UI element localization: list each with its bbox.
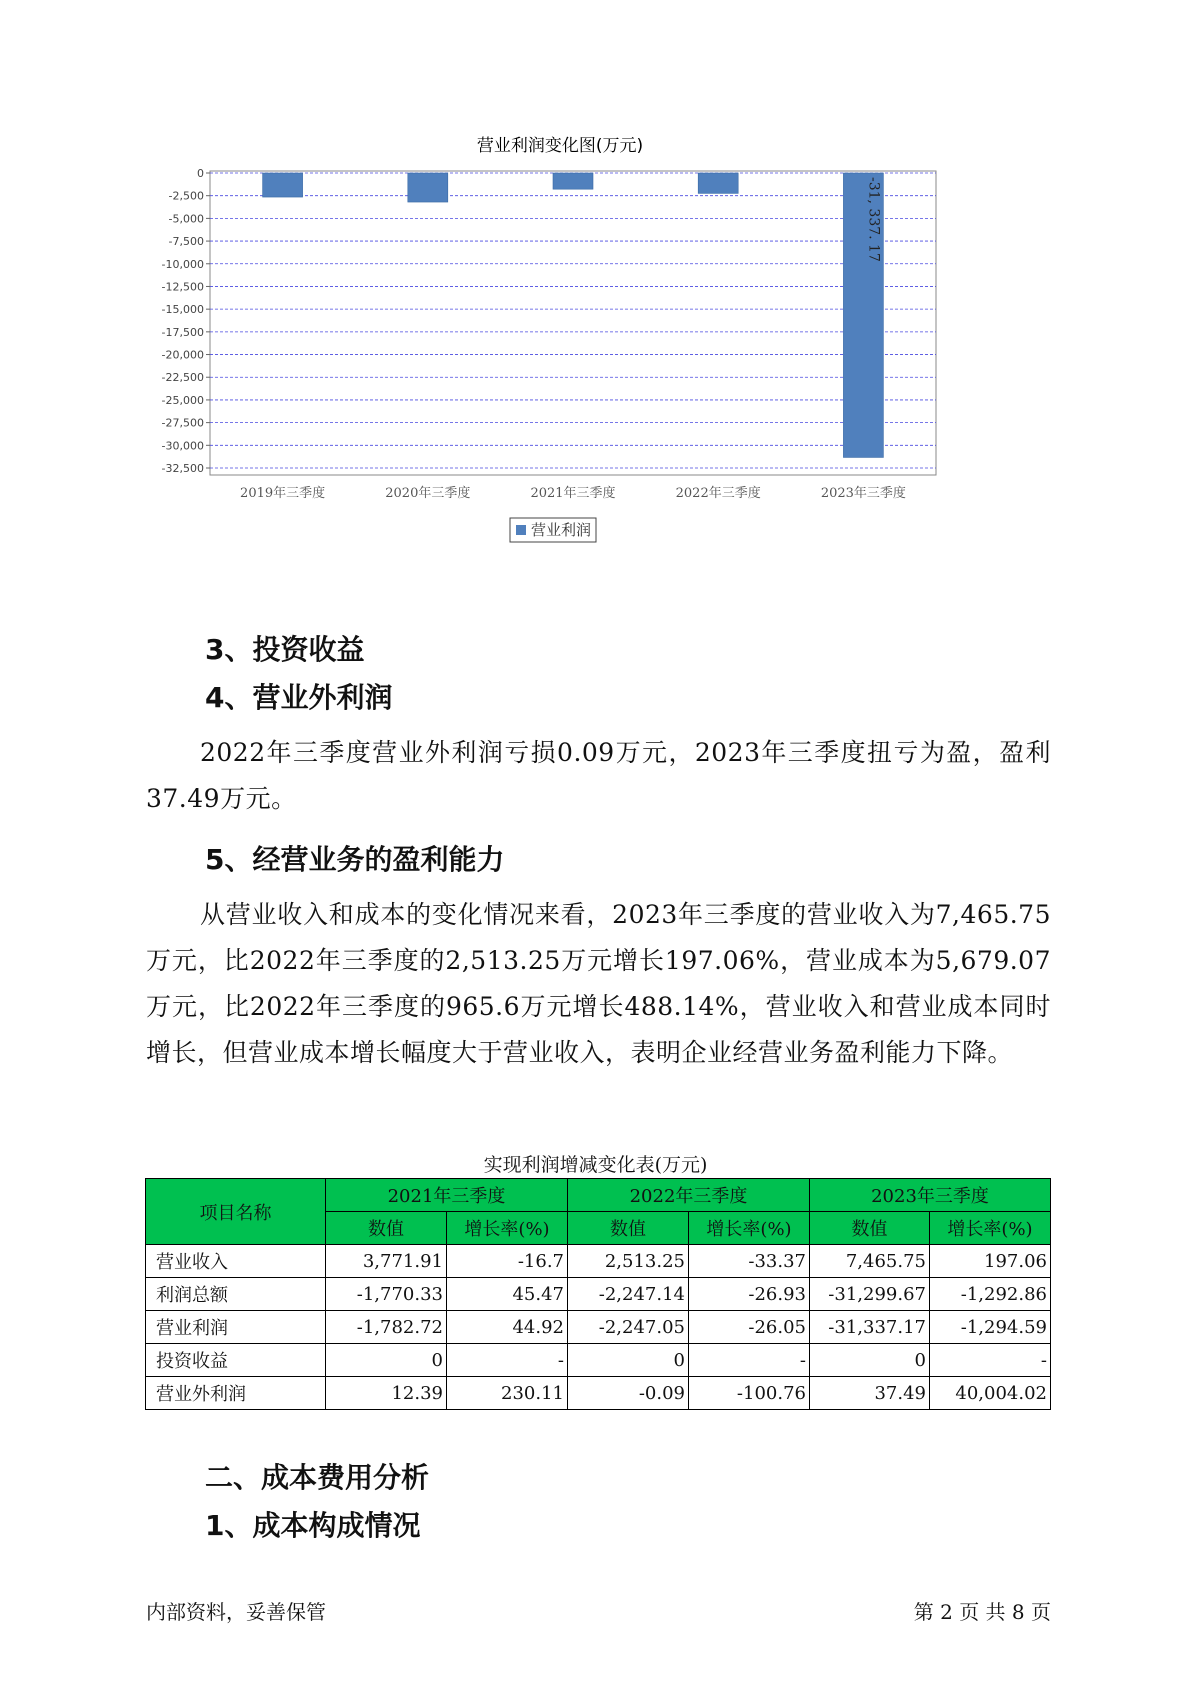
row-label: 利润总额 bbox=[146, 1278, 326, 1311]
table-cell: 0 bbox=[810, 1344, 930, 1377]
header-value: 数值 bbox=[568, 1212, 689, 1245]
paragraph-profitability: 从营业收入和成本的变化情况来看，2023年三季度的营业收入为7,465.75万元，比2022年三季度的2,513.25万元增长197.06%，营业成本为5,679.07万元，比2022年三季度的965.6万元增长488.14%，营业收入和营业成本同时增长，但营业成本增长幅度大于营业收入，表明企业经营业务盈利能力下降。 bbox=[146, 900, 1051, 1067]
y-tick-label: -12,500 bbox=[161, 280, 204, 294]
table-cell: -33.37 bbox=[689, 1245, 810, 1278]
bar bbox=[263, 173, 303, 197]
y-tick-label: -17,500 bbox=[161, 325, 204, 339]
y-tick-label: -10,000 bbox=[161, 257, 204, 271]
y-tick-label: -27,500 bbox=[161, 416, 204, 430]
table-cell: -100.76 bbox=[689, 1377, 810, 1410]
paragraph-non-operating-profit: 2022年三季度营业外利润亏损0.09万元，2023年三季度扭亏为盈，盈利37.49万元。 bbox=[146, 738, 1051, 813]
header-period-2021: 2021年三季度 bbox=[326, 1179, 568, 1212]
x-tick-label: 2022年三季度 bbox=[675, 486, 761, 501]
bar bbox=[698, 173, 738, 193]
table-cell: -26.93 bbox=[689, 1278, 810, 1311]
row-label: 营业利润 bbox=[146, 1311, 326, 1344]
y-tick-label: -7,500 bbox=[168, 235, 204, 249]
y-axis bbox=[162, 167, 210, 475]
profit-change-table bbox=[145, 1178, 1051, 1410]
y-tick-label: -25,000 bbox=[161, 393, 204, 407]
table-cell: -1,292.86 bbox=[930, 1278, 1051, 1311]
table-cell: - bbox=[689, 1344, 810, 1377]
x-tick-label: 2023年三季度 bbox=[820, 486, 906, 501]
header-period-2023: 2023年三季度 bbox=[810, 1179, 1051, 1212]
header-period-2022: 2022年三季度 bbox=[568, 1179, 810, 1212]
row-label: 营业外利润 bbox=[146, 1377, 326, 1410]
y-tick-label: -15,000 bbox=[161, 303, 204, 317]
table-cell: -1,770.33 bbox=[326, 1278, 447, 1311]
y-tick-label: -30,000 bbox=[161, 439, 204, 453]
x-tick-label: 2021年三季度 bbox=[530, 486, 616, 501]
operating-profit-chart bbox=[160, 135, 1020, 595]
table-row bbox=[146, 1311, 1051, 1344]
table-row bbox=[146, 1344, 1051, 1377]
table-cell: -26.05 bbox=[689, 1311, 810, 1344]
header-rate: 增长率(%) bbox=[689, 1212, 810, 1245]
x-tick-label: 2019年三季度 bbox=[240, 486, 326, 501]
table-cell: -0.09 bbox=[568, 1377, 689, 1410]
table-cell: -2,247.14 bbox=[568, 1278, 689, 1311]
heading-investment-income: 3、投资收益 bbox=[205, 633, 365, 666]
legend bbox=[510, 518, 596, 542]
row-label: 营业收入 bbox=[146, 1245, 326, 1278]
chart-title: 营业利润变化图(万元) bbox=[476, 136, 644, 156]
legend-swatch bbox=[516, 525, 526, 535]
y-tick-label: -2,500 bbox=[168, 189, 204, 203]
footer-page-number: 第 2 页 共 8 页 bbox=[913, 1600, 1051, 1624]
header-rate: 增长率(%) bbox=[930, 1212, 1051, 1245]
y-tick-label: 0 bbox=[197, 167, 204, 180]
data-label: -31, 337. 17 bbox=[865, 177, 882, 262]
plot-area bbox=[210, 171, 936, 475]
y-tick-label: -22,500 bbox=[161, 371, 204, 385]
y-tick-label: -32,500 bbox=[161, 462, 204, 475]
table-cell: - bbox=[447, 1344, 568, 1377]
bar bbox=[408, 173, 448, 202]
heading-non-operating-profit: 4、营业外利润 bbox=[205, 681, 393, 714]
grid-layer bbox=[210, 173, 936, 468]
heading-cost-composition: 1、成本构成情况 bbox=[205, 1509, 421, 1542]
table-row bbox=[146, 1278, 1051, 1311]
footer-confidential-note: 内部资料，妥善保管 bbox=[146, 1600, 326, 1624]
table-cell: 12.39 bbox=[326, 1377, 447, 1410]
table-cell: 197.06 bbox=[930, 1245, 1051, 1278]
table-title: 实现利润增减变化表(万元) bbox=[483, 1154, 708, 1176]
table-cell: -1,294.59 bbox=[930, 1311, 1051, 1344]
table-cell: 0 bbox=[326, 1344, 447, 1377]
table-cell: -16.7 bbox=[447, 1245, 568, 1278]
table-cell: 37.49 bbox=[810, 1377, 930, 1410]
heading-profitability: 5、经营业务的盈利能力 bbox=[205, 843, 505, 876]
table-cell: - bbox=[930, 1344, 1051, 1377]
header-item-name: 项目名称 bbox=[146, 1179, 326, 1245]
table-cell: 230.11 bbox=[447, 1377, 568, 1410]
table-cell: -31,337.17 bbox=[810, 1311, 930, 1344]
table-cell: 7,465.75 bbox=[810, 1245, 930, 1278]
table-cell: 44.92 bbox=[447, 1311, 568, 1344]
table-cell: -31,299.67 bbox=[810, 1278, 930, 1311]
legend-label: 营业利润 bbox=[531, 521, 592, 539]
heading-cost-analysis: 二、成本费用分析 bbox=[205, 1461, 430, 1494]
chart-svg bbox=[160, 135, 1020, 595]
bar bbox=[553, 173, 593, 189]
table-cell: 0 bbox=[568, 1344, 689, 1377]
table-cell: -2,247.05 bbox=[568, 1311, 689, 1344]
x-tick-label: 2020年三季度 bbox=[385, 486, 471, 501]
table-cell: 45.47 bbox=[447, 1278, 568, 1311]
table-cell: 2,513.25 bbox=[568, 1245, 689, 1278]
table-cell: 3,771.91 bbox=[326, 1245, 447, 1278]
table-row bbox=[146, 1377, 1051, 1410]
bars bbox=[263, 173, 884, 457]
table-cell: -1,782.72 bbox=[326, 1311, 447, 1344]
y-tick-label: -20,000 bbox=[161, 348, 204, 362]
x-axis bbox=[240, 485, 906, 501]
header-value: 数值 bbox=[326, 1212, 447, 1245]
y-tick-label: -5,000 bbox=[168, 212, 204, 226]
header-value: 数值 bbox=[810, 1212, 930, 1245]
row-label: 投资收益 bbox=[146, 1344, 326, 1377]
header-rate: 增长率(%) bbox=[447, 1212, 568, 1245]
table-cell: 40,004.02 bbox=[930, 1377, 1051, 1410]
table-row bbox=[146, 1245, 1051, 1278]
